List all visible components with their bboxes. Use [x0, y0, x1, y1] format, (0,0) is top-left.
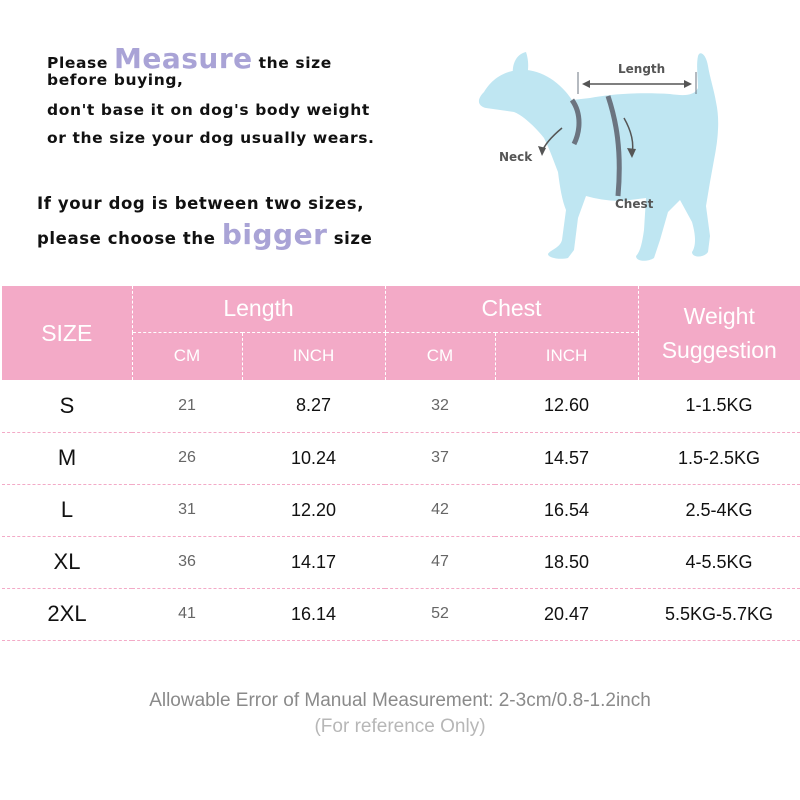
intro-line-5: If your dog is between two sizes, — [37, 194, 365, 213]
chest-cm-header: CM — [385, 332, 495, 380]
length-inch-cell: 12.20 — [242, 484, 385, 536]
intro-line-4: or the size your dog usually wears. — [47, 129, 375, 147]
table-row — [2, 484, 800, 536]
length-label: Length — [618, 62, 666, 76]
weight-cell: 2.5-4KG — [638, 484, 800, 536]
intro-text: size — [327, 229, 373, 248]
size-cell: 2XL — [2, 588, 132, 640]
arrow-head-icon — [684, 80, 692, 88]
chest-inch-cell: 12.60 — [495, 380, 638, 432]
weight-cell: 5.5KG-5.7KG — [638, 588, 800, 640]
chest-label: Chest — [615, 197, 654, 211]
size-cell: XL — [2, 536, 132, 588]
size-cell: S — [2, 380, 132, 432]
weight-header-line-2: Suggestion — [661, 337, 777, 363]
intro-line-2: before buying, — [47, 71, 184, 89]
length-cm-header: CM — [132, 332, 242, 380]
length-inch-cell: 14.17 — [242, 536, 385, 588]
length-cm-cell: 36 — [132, 536, 242, 588]
length-cm-cell: 31 — [132, 484, 242, 536]
chest-inch-cell: 20.47 — [495, 588, 638, 640]
length-cm-cell: 41 — [132, 588, 242, 640]
chest-cm-cell: 52 — [385, 588, 495, 640]
weight-cell: 1-1.5KG — [638, 380, 800, 432]
chest-inch-header: INCH — [495, 332, 638, 380]
chest-cm-cell: 32 — [385, 380, 495, 432]
chest-inch-cell: 18.50 — [495, 536, 638, 588]
table-row — [2, 432, 800, 484]
intro-text: Please — [47, 54, 114, 72]
intro-line-6 — [37, 218, 372, 251]
size-chart-table — [2, 286, 800, 641]
table-row — [2, 380, 800, 432]
reference-only-note: (For reference Only) — [314, 716, 486, 737]
measurement-error-note: Allowable Error of Manual Measurement: 2-3cm/0.8-1.2inch — [149, 690, 651, 711]
weight-suggestion-header — [638, 286, 800, 380]
neck-label: Neck — [499, 150, 533, 164]
weight-header-line-1: Weight — [683, 303, 755, 329]
length-inch-cell: 16.14 — [242, 588, 385, 640]
length-inch-cell: 8.27 — [242, 380, 385, 432]
length-header: Length — [132, 286, 385, 332]
table-row — [2, 536, 800, 588]
chest-cm-cell: 37 — [385, 432, 495, 484]
length-cm-cell: 26 — [132, 432, 242, 484]
intro-line-3: don't base it on dog's body weight — [47, 101, 370, 119]
intro-text: please choose the — [37, 229, 222, 248]
dog-measurement-diagram — [470, 40, 770, 270]
length-cm-cell: 21 — [132, 380, 242, 432]
measure-highlight: Measure — [113, 42, 253, 75]
intro-text: the size — [252, 54, 332, 72]
weight-cell: 1.5-2.5KG — [638, 432, 800, 484]
size-header: SIZE — [2, 286, 132, 380]
chest-cm-cell: 42 — [385, 484, 495, 536]
weight-cell: 4-5.5KG — [638, 536, 800, 588]
arrow-head-icon — [582, 80, 590, 88]
length-inch-cell: 10.24 — [242, 432, 385, 484]
length-inch-header: INCH — [242, 332, 385, 380]
chest-inch-cell: 14.57 — [495, 432, 638, 484]
size-cell: L — [2, 484, 132, 536]
chest-header: Chest — [385, 286, 638, 332]
chest-inch-cell: 16.54 — [495, 484, 638, 536]
bigger-highlight: bigger — [221, 218, 328, 251]
chest-cm-cell: 47 — [385, 536, 495, 588]
table-row — [2, 588, 800, 640]
size-cell: M — [2, 432, 132, 484]
